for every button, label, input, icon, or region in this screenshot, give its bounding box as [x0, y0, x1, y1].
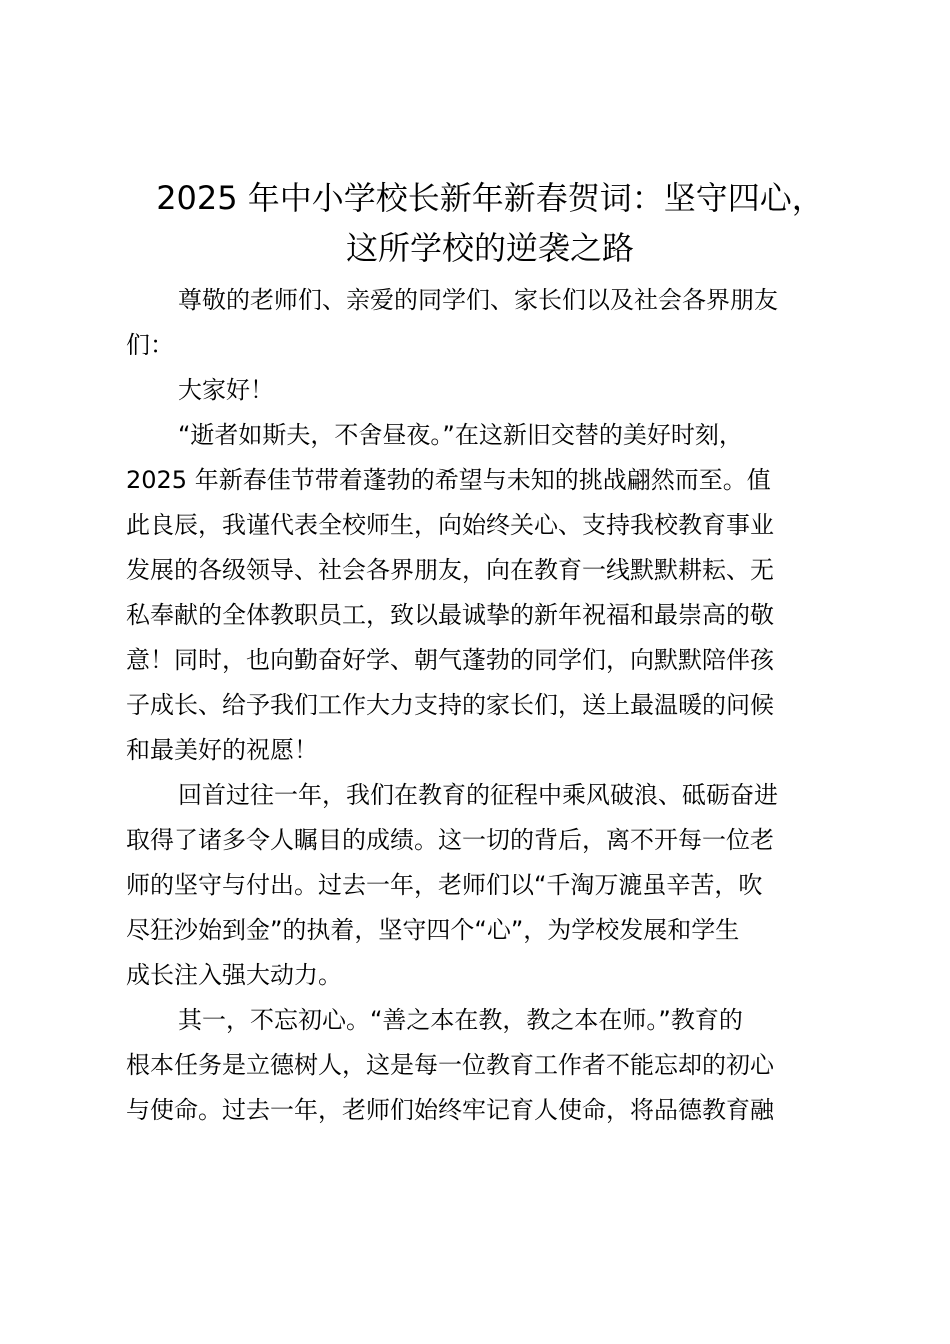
body-line: 成长注入强大动力。	[126, 961, 342, 989]
body-line: 们：	[126, 331, 174, 359]
body-line: 取得了诸多令人瞩目的成绩。这一切的背后，离不开每一位老	[126, 826, 774, 854]
body-line: 2025 年新春佳节带着蓬勃的希望与未知的挑战翩然而至。值	[126, 466, 771, 494]
body-line: 根本任务是立德树人，这是每一位教育工作者不能忘却的初心	[126, 1051, 774, 1079]
document-title-line-1: 2025 年中小学校长新年新春贺词：坚守四心，	[156, 179, 824, 217]
body-line: 尽狂沙始到金”的执着，坚守四个“心”，为学校发展和学生	[126, 916, 740, 944]
body-line: 大家好！	[178, 376, 274, 404]
body-line: “逝者如斯夫，不舍昼夜。”在这新旧交替的美好时刻，	[178, 421, 743, 449]
body-line: 私奉献的全体教职员工，致以最诚挚的新年祝福和最崇高的敬	[126, 601, 774, 629]
document-title-line-2: 这所学校的逆袭之路	[345, 229, 634, 267]
body-line: 尊敬的老师们、亲爱的同学们、家长们以及社会各界朋友	[178, 286, 778, 314]
body-line: 师的坚守与付出。过去一年，老师们以“千淘万漉虽辛苦，吹	[126, 871, 763, 899]
body-line: 此良辰，我谨代表全校师生，向始终关心、支持我校教育事业	[126, 511, 774, 539]
body-line: 和最美好的祝愿！	[126, 736, 318, 764]
document-body	[126, 278, 866, 1133]
body-line: 其一，不忘初心。“善之本在教，教之本在师。”教育的	[178, 1006, 743, 1034]
body-line: 子成长、给予我们工作大力支持的家长们，送上最温暖的问候	[126, 691, 774, 719]
body-line: 发展的各级领导、社会各界朋友，向在教育一线默默耕耘、无	[126, 556, 774, 584]
body-line: 回首过往一年，我们在教育的征程中乘风破浪、砥砺奋进	[178, 781, 778, 809]
body-line: 与使命。过去一年，老师们始终牢记育人使命，将品德教育融	[126, 1096, 774, 1124]
body-line: 意！同时，也向勤奋好学、朝气蓬勃的同学们，向默默陪伴孩	[126, 646, 774, 674]
